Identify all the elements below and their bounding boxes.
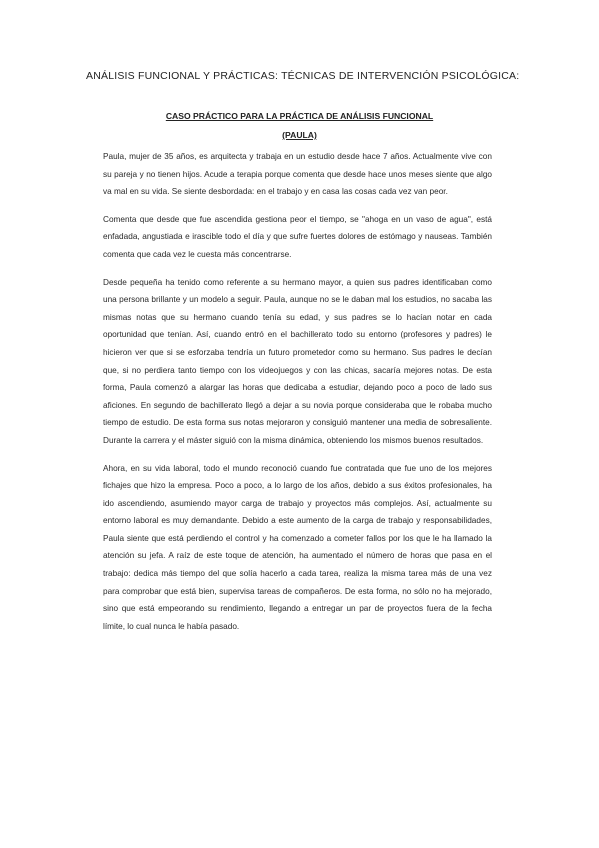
paragraph-history: Desde pequeña ha tenido como referente a su hermano mayor, a quien sus padres identificaban como una persona brillante y un modelo a seguir. Paula, aunque no se le daban mal los estudios, no sacaba las mismas notas que su hermano cuando tenía su edad, y sus padres se lo hacían notar en cada oportunidad que tenían. Así, cuando entró en el bachillerato todo su entorno (profesores y padres) le hicieron ver que si se esforzaba tendría un futuro prometedor como su hermano. Sus padres le decían que, si no perdiera tanto tiempo con los videojuegos y con las chicas, sacaría mejores notas. De esta forma, Paula comenzó a alargar las horas que dedicaba a estudiar, dejando poco a poco de lado sus aficiones. En segundo de bachillerato llegó a dejar a su novia porque consideraba que le robaba mucho tiempo de estudio. De esta forma sus notas mejoraron y consiguió mantener una media de sobresaliente. Durante la carrera y el máster siguió con la misma dinámica, obteniendo los mismos buenos resultados. [103, 277, 492, 445]
case-title: CASO PRÁCTICO PARA LA PRÁCTICA DE ANÁLISIS FUNCIONAL [165, 111, 434, 121]
case-subtitle: (PAULA) [282, 130, 317, 140]
document-heading: ANÁLISIS FUNCIONAL Y PRÁCTICAS: TÉCNICAS DE INTERVENCIÓN PSICOLÓGICA: [86, 70, 520, 82]
paragraph-work-life: Ahora, en su vida laboral, todo el mundo reconoció cuando fue contratada que fue uno de los mejores fichajes que hizo la empresa. Poco a poco, a lo largo de los años, debido a sus éxitos profesionales, ha ido ascendiendo, asumiendo mayor carga de trabajo y proyectos más complejos. Así, actualmente su entorno laboral es muy demandante. Debido a este aumento de la carga de trabajo y responsabilidades, Paula siente que está perdiendo el control y ha comenzado a cometer fallos por los que le ha llamado la atención su jefa. A raíz de este toque de atención, ha aumentado el número de horas que pasa en el trabajo: dedica más tiempo del que solía hacerlo a cada tarea, realiza la misma tarea más de una vez para comprobar que está bien, supervisa tareas de compañeros. De esta forma, no sólo no ha mejorado, sino que está empeorando su rendimiento, llegando a entregar un par de proyectos fuera de la fecha límite, lo cual nunca le había pasado. [103, 463, 492, 631]
case-body [103, 148, 492, 645]
paragraph-symptoms: Comenta que desde que fue ascendida gestiona peor el tiempo, se "ahoga en un vaso de agua", está enfadada, angustiada e irascible todo el día y que sufre fuertes dolores de estómago y nauseas. También comenta que cada vez le cuesta más concentrarse. [103, 214, 492, 259]
paragraph-intro: Paula, mujer de 35 años, es arquitecta y trabaja en un estudio desde hace 7 años. Actualmente vive con su pareja y no tienen hijos. Acude a terapia porque comenta que desde hace unos meses siente que algo va mal en su vida. Se siente desbordada: en el trabajo y en casa las cosas cada vez van peor. [103, 152, 492, 197]
